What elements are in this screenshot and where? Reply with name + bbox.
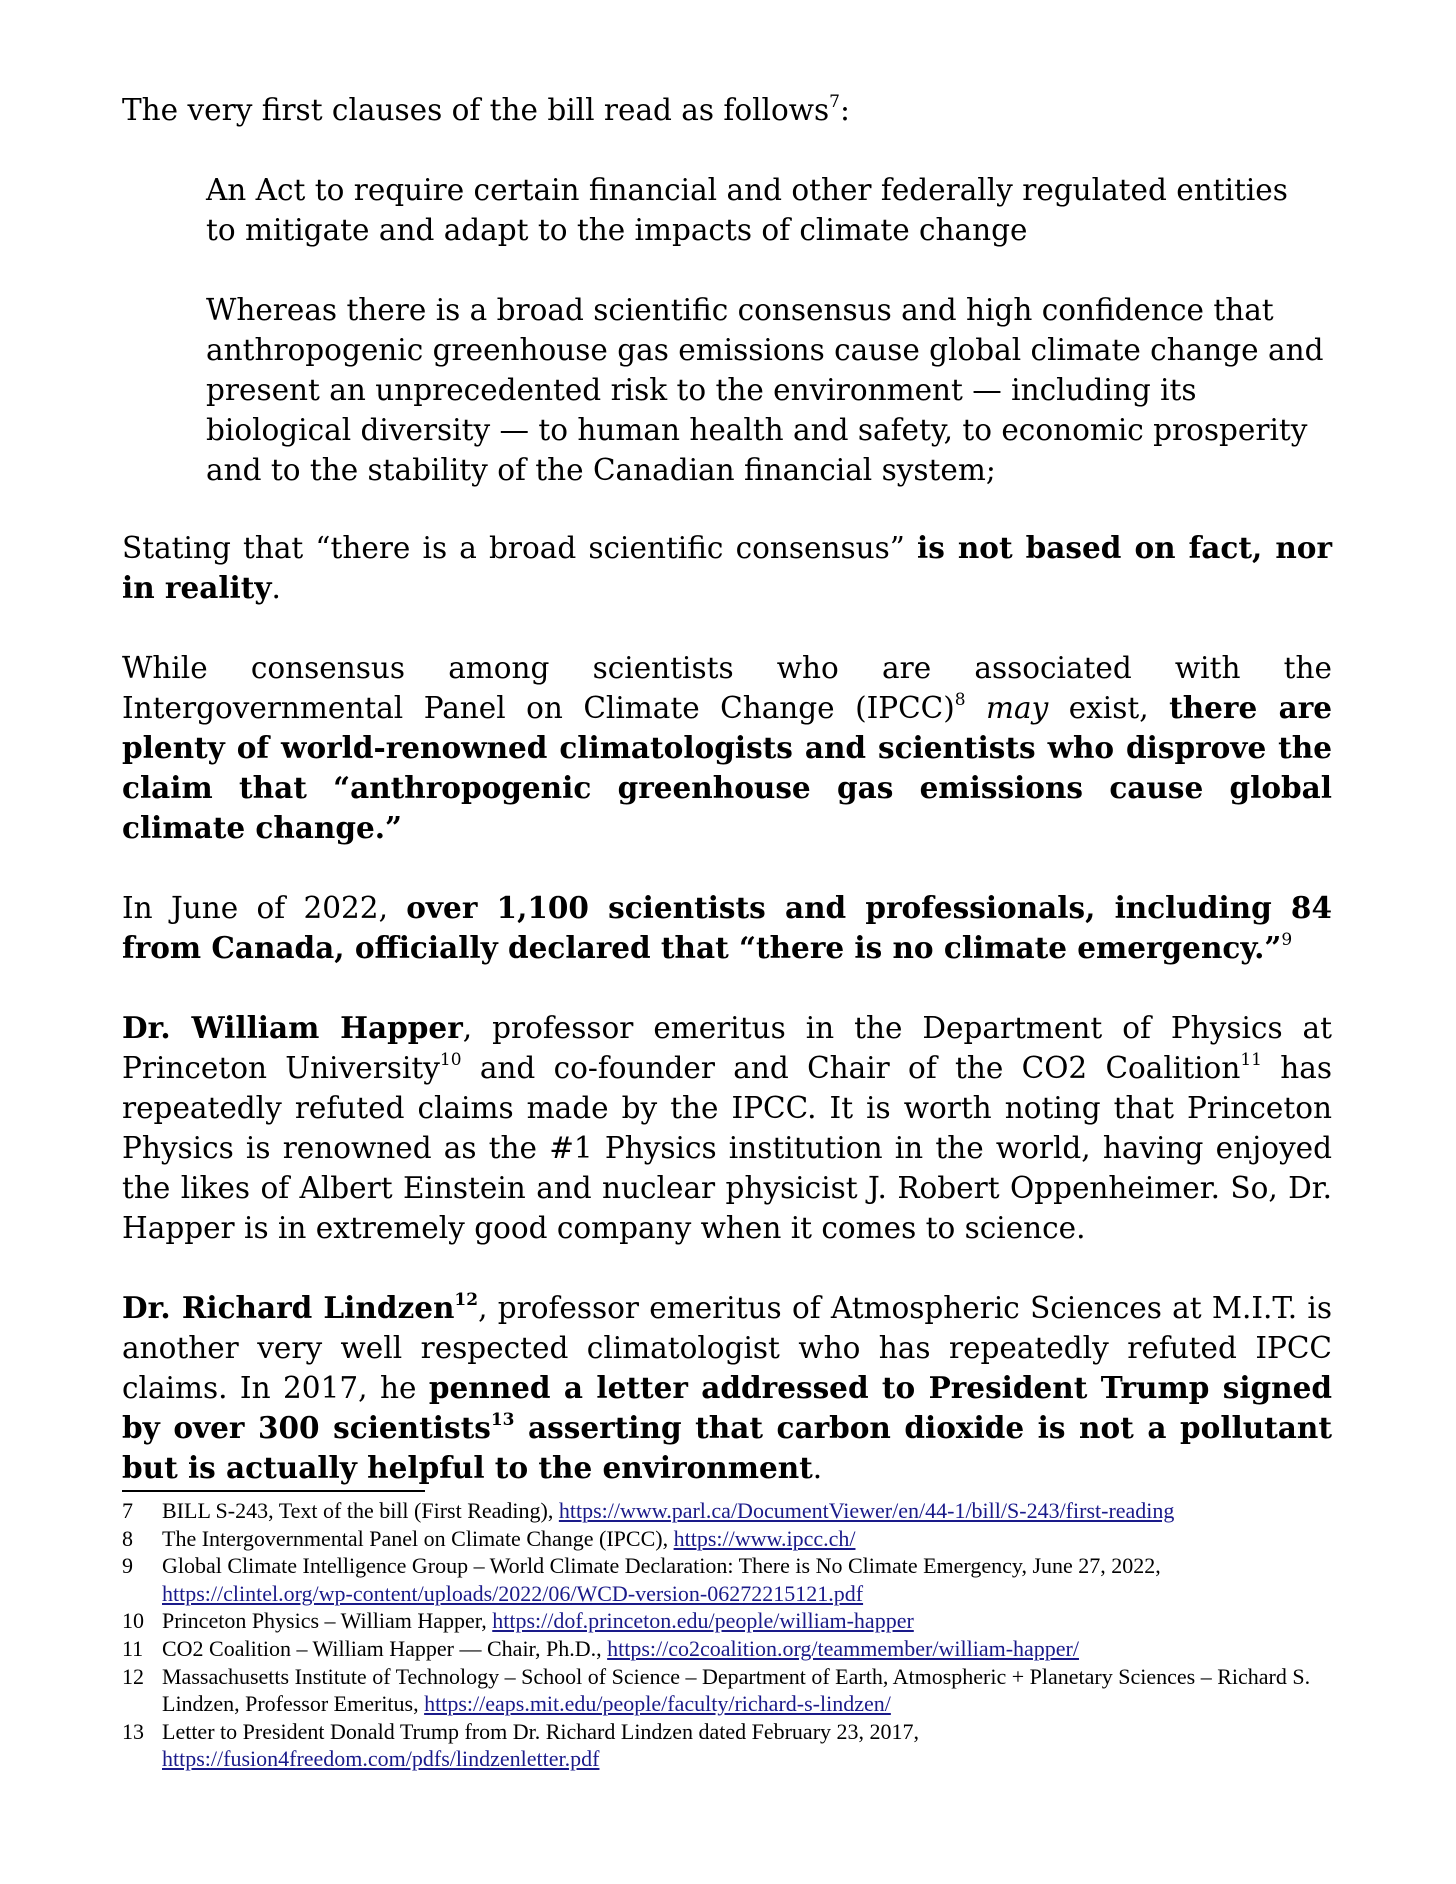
footnote-item: [122, 1552, 1362, 1607]
footnote-ref-11[interactable]: 11: [1240, 1050, 1262, 1071]
text-run: and co-founder and Chair of the CO2 Coalition: [461, 1051, 1241, 1085]
footnote-text-run: Princeton Physics – William Happer,: [162, 1608, 493, 1634]
footnote-text: [162, 1718, 1362, 1773]
footnote-item: [122, 1718, 1362, 1773]
footnote-link[interactable]: https://dof.princeton.edu/people/william-happer: [492, 1608, 914, 1634]
footnote-ref-10[interactable]: 10: [439, 1050, 462, 1071]
text-run: , professor emeritus of Atmospheric Sciences at M.I.T. is another very well respected climatologist who has repeatedly refuted IPCC claims. In 2017, he: [122, 1291, 1332, 1405]
text-run: .: [812, 1451, 823, 1485]
footnote-text: [162, 1663, 1362, 1718]
bill-quote-title: [206, 170, 1336, 250]
text-run: has repeatedly refuted claims made by the IPCC. It is worth noting that Princeton Physics is renowned as the #1 Physics institution in the world, having enjoyed the likes of Albert Einstein and nuclear physicist J. Robert Oppenheimer. So, Dr. Happer is in extremely good company when it comes to science.: [122, 1051, 1332, 1245]
quote-line: Whereas there is a broad scientific consensus and high confidence that: [206, 293, 1274, 327]
footnote-text: [162, 1497, 1362, 1525]
footnote-ref-12[interactable]: 12: [454, 1290, 479, 1311]
footnote-ref-9[interactable]: 9: [1281, 930, 1293, 951]
italic-run: may: [986, 691, 1049, 725]
footnote-text: [162, 1525, 1362, 1553]
footnote-link[interactable]: https://www.ipcc.ch/: [673, 1525, 856, 1551]
footnote-number: 12: [122, 1663, 144, 1689]
text-run: exist,: [1048, 691, 1170, 725]
quote-line: present an unprecedented risk to the environment — including its: [206, 373, 1197, 407]
footnote-number: 7: [122, 1498, 133, 1523]
footnotes: [122, 1497, 1362, 1773]
text-run: Stating that “there is a broad scientific consensus”: [122, 531, 917, 565]
footnote-link[interactable]: https://co2coalition.org/teammember/william-happer/: [607, 1635, 1079, 1661]
footnote-text-run: Letter to President Donald Trump from Dr. Richard Lindzen dated February 23, 2017,: [162, 1718, 920, 1744]
footnote-item: [122, 1525, 1362, 1553]
quote-line: and to the stability of the Canadian financial system;: [206, 453, 996, 487]
footnote-text-run: The Intergovernmental Panel on Climate Change (IPCC),: [162, 1525, 674, 1551]
intro-paragraph: [122, 90, 1332, 130]
footnote-item: [122, 1663, 1362, 1718]
footnote-item: [122, 1607, 1362, 1635]
happer-paragraph: [122, 1008, 1332, 1248]
bold-run: asserting that carbon dioxide is not a pollutant but is actually helpful to the environment: [122, 1410, 1332, 1485]
text-run: , professor emeritus in the Department of Physics at Princeton University: [122, 1011, 1332, 1085]
footnote-text: [162, 1635, 1362, 1663]
footnote-ref-8[interactable]: 8: [954, 690, 966, 711]
text-run: .: [271, 571, 281, 605]
bill-quote-whereas: [206, 290, 1336, 490]
bold-run: over 1,100 scientists and professionals, including 84 from Canada, officially declared that “there is no climate emergency.”: [122, 890, 1332, 965]
declaration-paragraph: [122, 888, 1332, 968]
footnote-ref-13[interactable]: 13: [490, 1410, 515, 1431]
footnote-link[interactable]: https://fusion4freedom.com/pdfs/lindzenletter.pdf: [162, 1746, 600, 1772]
footnote-text-run: Massachusetts Institute of Technology – School of Science – Department of Earth, Atmospheric + Planetary Sciences – Richard S. Lindzen, Professor Emeritus,: [162, 1663, 1311, 1717]
text-run: In June of 2022,: [122, 891, 407, 925]
footnote-separator: [122, 1490, 425, 1492]
bold-run: there are plenty of world-renowned climatologists and scientists who disprove the claim that “anthropogenic greenhouse gas emissions cause global climate change.”: [122, 690, 1333, 845]
bold-run: Dr. Richard Lindzen: [122, 1290, 455, 1325]
footnote-text-run: BILL S-243, Text of the bill (First Reading),: [162, 1498, 559, 1523]
footnote-text-run: CO2 Coalition – William Happer — Chair, Ph.D.,: [162, 1635, 608, 1661]
footnote-number: 11: [122, 1635, 144, 1661]
bold-run: Dr. William Happer: [122, 1010, 463, 1045]
footnote-text: [162, 1607, 1362, 1635]
footnote-item: [122, 1497, 1362, 1525]
intro-text: The very first clauses of the bill read as follows: [122, 93, 830, 127]
intro-colon: :: [839, 93, 850, 127]
footnote-number: 10: [122, 1608, 144, 1634]
footnote-item: [122, 1635, 1362, 1663]
footnote-text: [162, 1552, 1362, 1607]
text-run: While consensus among scientists who are associated with the Intergovernmental Panel on Climate Change (IPCC): [122, 651, 1332, 725]
quote-line: biological diversity — to human health and safety, to economic prosperity: [206, 413, 1308, 447]
lindzen-paragraph: [122, 1288, 1332, 1488]
bold-run: penned a letter addressed to President Trump signed by over 300 scientists: [122, 1370, 1332, 1445]
footnote-number: 9: [122, 1553, 133, 1579]
consensus-paragraph: [122, 528, 1332, 608]
quote-line: to mitigate and adapt to the impacts of climate change: [206, 213, 1028, 247]
bold-run: is not based on fact, nor in reality: [122, 530, 1332, 605]
ipcc-paragraph: [122, 648, 1332, 848]
quote-line: anthropogenic greenhouse gas emissions cause global climate change and: [206, 333, 1324, 367]
footnote-number: 13: [122, 1718, 144, 1744]
footnote-link[interactable]: https://www.parl.ca/DocumentViewer/en/44-1/bill/S-243/first-reading: [558, 1498, 1175, 1523]
quote-line: An Act to require certain financial and other federally regulated entities: [206, 173, 1288, 207]
footnote-ref-7[interactable]: 7: [829, 92, 840, 113]
footnote-number: 8: [122, 1525, 133, 1551]
footnote-link[interactable]: https://clintel.org/wp-content/uploads/2022/06/WCD-version-06272215121.pdf: [162, 1580, 864, 1606]
footnote-text-run: Global Climate Intelligence Group – World Climate Declaration: There is No Climate Emergency, June 27, 2022,: [162, 1553, 1161, 1579]
footnote-link[interactable]: https://eaps.mit.edu/people/faculty/richard-s-lindzen/: [424, 1691, 891, 1717]
